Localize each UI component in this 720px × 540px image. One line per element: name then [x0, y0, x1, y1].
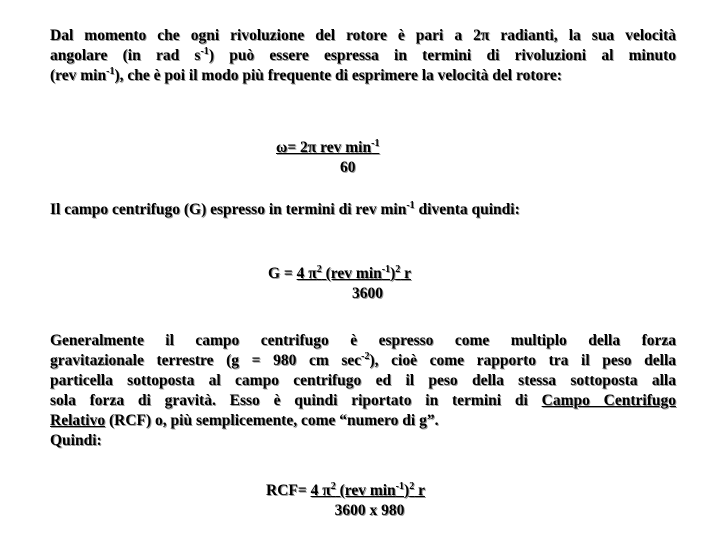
- numerator-part: ): [390, 265, 396, 282]
- formula-numerator: [266, 481, 425, 501]
- numerator-text: ω= 2π rev min: [276, 139, 372, 156]
- g-formula: [268, 264, 411, 304]
- centrifugal-field-paragraph: [50, 200, 676, 220]
- superscript: -1: [381, 264, 391, 275]
- rcf-line-4: [50, 391, 676, 411]
- centrifugal-field-line: [50, 200, 676, 220]
- numerator-part: r: [414, 482, 425, 499]
- rcf-paragraph: [50, 331, 676, 451]
- rcf-formula: [266, 481, 425, 521]
- formula-denominator: 3600: [352, 285, 384, 302]
- rcf-line-5-text: (RCF) o, più semplicemente, come “numero di g”.: [105, 412, 439, 429]
- intro-paragraph: [50, 26, 676, 86]
- rcf-line-2-text: gravitazionale terrestre (g = 980 cm sec: [50, 352, 362, 369]
- intro-line-2-text-end: ) può essere espressa in termini di rivoluzioni al minuto: [208, 47, 676, 64]
- rcf-line-4-text: sola forza di gravità. Esso è quindi riportato in termini di: [50, 392, 542, 409]
- superscript: 2: [316, 264, 322, 275]
- superscript: -1: [406, 200, 415, 211]
- angular-velocity-formula: [276, 138, 379, 178]
- centrifugal-field-text-end: diventa quindi:: [414, 201, 520, 218]
- superscript: -1: [200, 46, 209, 57]
- formula-lhs: RCF=: [266, 482, 311, 499]
- intro-line-3-text: (rev min: [50, 67, 107, 84]
- intro-line-3: [50, 66, 676, 86]
- intro-line-2: [50, 46, 676, 66]
- underlined-term: Campo Centrifugo: [541, 392, 676, 409]
- superscript: 2: [395, 264, 401, 275]
- superscript: -2: [361, 351, 370, 362]
- numerator-part: (rev min: [335, 482, 396, 499]
- superscript: -1: [371, 138, 380, 149]
- superscript: 2: [330, 481, 336, 492]
- rcf-line-5: [50, 411, 676, 431]
- rcf-line-3: particella sottoposta al campo centrifugo ed il peso della stessa sottoposta alla: [50, 372, 676, 389]
- formula-numerator: [276, 138, 379, 158]
- numerator-part: 4 π: [296, 265, 317, 282]
- numerator-part: (rev min: [321, 265, 382, 282]
- underlined-term: Relativo: [50, 412, 106, 429]
- formula-underlined-numerator: [311, 482, 425, 499]
- formula-denominator: 3600 x 980: [334, 502, 405, 519]
- intro-line-3-text-end: ), che è poi il modo più frequente di esprimere la velocità del rotore:: [114, 67, 562, 84]
- formula-lhs: G =: [268, 265, 297, 282]
- superscript: -1: [395, 481, 405, 492]
- formula-underlined-numerator: [297, 265, 411, 282]
- superscript: 2: [409, 481, 415, 492]
- rcf-line-2: [50, 351, 676, 371]
- numerator-part: r: [400, 265, 412, 282]
- superscript: -1: [106, 66, 115, 77]
- numerator-part: 4 π: [310, 482, 331, 499]
- numerator-part: ): [404, 482, 410, 499]
- formula-numerator: [268, 264, 411, 284]
- centrifugal-field-text: Il campo centrifugo (G) espresso in termini di rev min: [50, 201, 407, 218]
- intro-line-2-text: angolare (in rad s: [50, 47, 201, 64]
- formula-denominator: 60: [339, 159, 356, 176]
- intro-line-1: Dal momento che ogni rivoluzione del rotore è pari a 2π radianti, la sua velocità: [50, 27, 676, 44]
- rcf-line-1: Generalmente il campo centrifugo è espresso come multiplo della forza: [50, 332, 676, 349]
- rcf-line-6: Quindi:: [50, 432, 102, 449]
- rcf-line-2-text-end: ), cioè come rapporto tra il peso della: [369, 352, 676, 369]
